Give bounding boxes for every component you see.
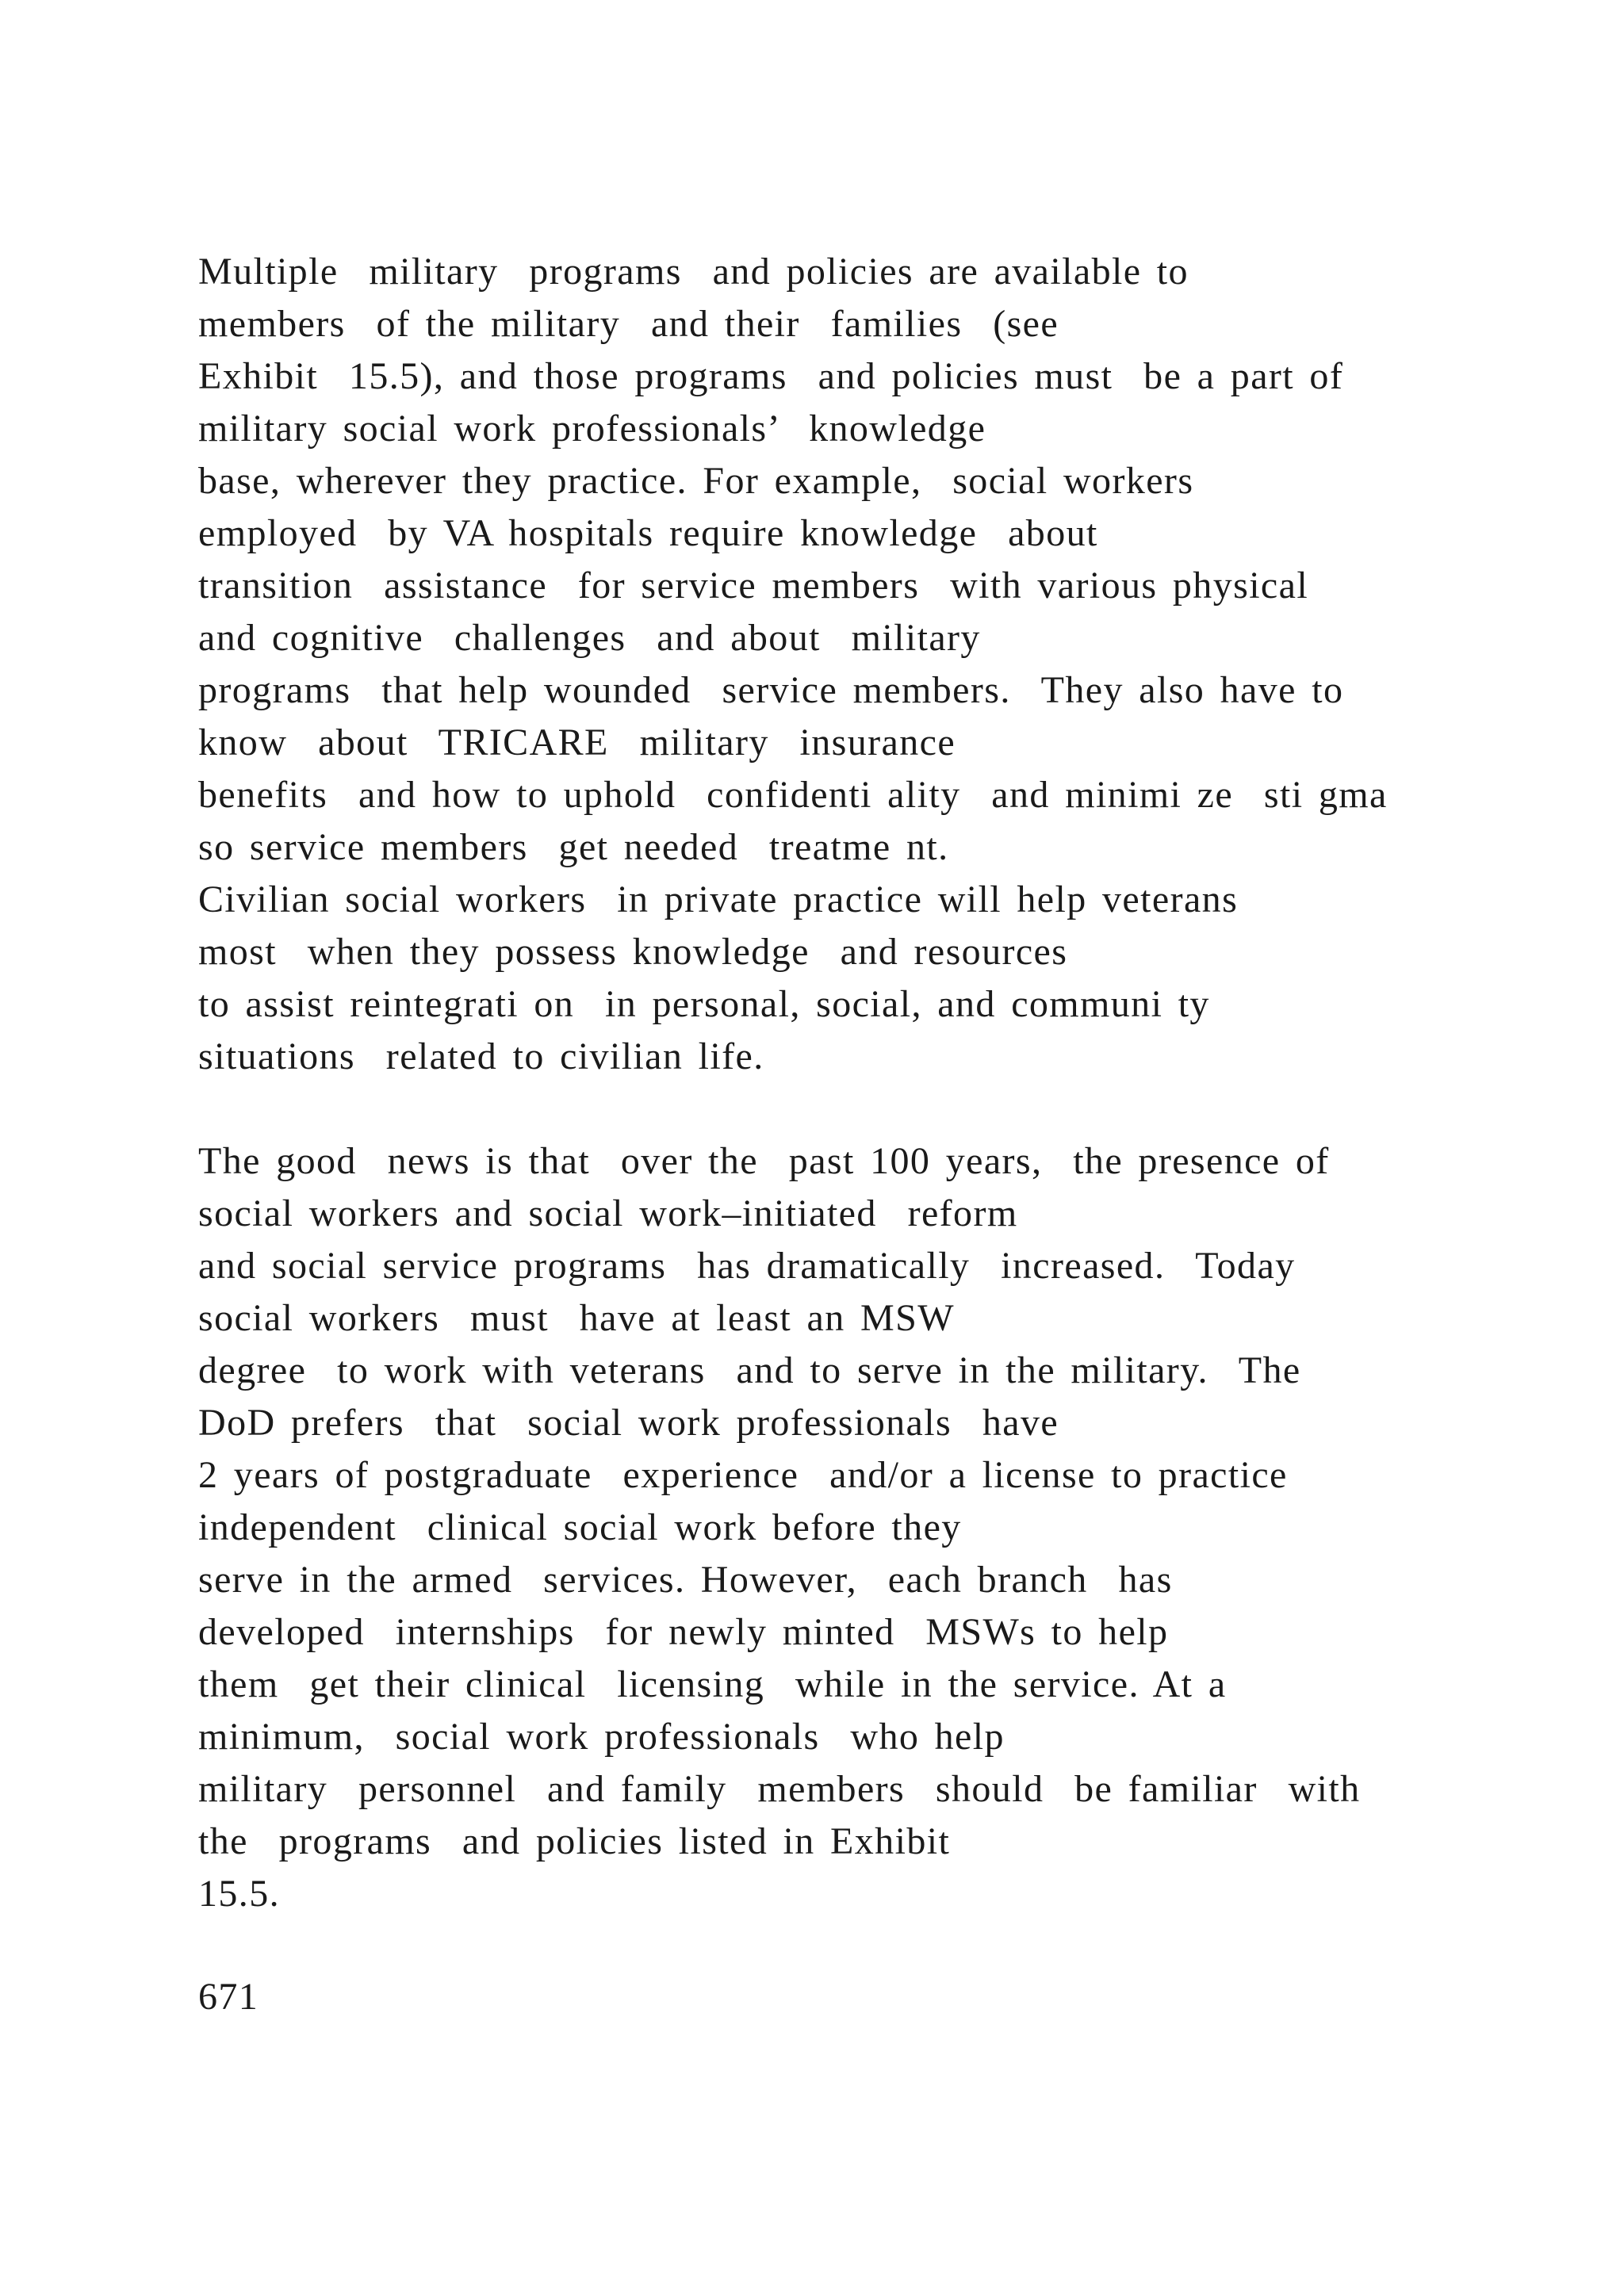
text-line: and social service programs has dramatically increased. Today — [198, 1245, 1296, 1287]
text-line: Civilian social workers in private practice will help veterans — [198, 878, 1239, 920]
text-line: members of the military and their families (see — [198, 303, 1059, 345]
text-line: minimum, social work professionals who help — [198, 1716, 1005, 1758]
text-line: employed by VA hospitals require knowledge about — [198, 512, 1098, 554]
text-line: programs that help wounded service members. They also have to — [198, 669, 1344, 711]
text-line: know about TRICARE military insurance — [198, 721, 956, 763]
text-line: most when they possess knowledge and resources — [198, 931, 1068, 973]
text-line: independent clinical social work before they — [198, 1506, 962, 1548]
text-line: the programs and policies listed in Exhibit — [198, 1820, 951, 1862]
text-line: social workers must have at least an MSW — [198, 1297, 955, 1339]
text-line: military personnel and family members should be familiar with — [198, 1768, 1361, 1810]
text-line: Multiple military programs and policies are available to — [198, 251, 1189, 293]
paragraph-2 — [198, 1135, 1546, 1920]
text-line: so service members get needed treatme nt. — [198, 826, 949, 868]
text-line: 15.5. — [198, 1873, 280, 1915]
page-number: 671 — [198, 1976, 259, 2018]
text-line: developed internships for newly minted MSWs to help — [198, 1611, 1169, 1653]
text-line: serve in the armed services. However, each branch has — [198, 1559, 1173, 1601]
text-line: Exhibit 15.5), and those programs and policies must be a part of — [198, 355, 1344, 397]
text-line: military social work professionals’ knowledge — [198, 408, 986, 450]
text-line: and cognitive challenges and about military — [198, 617, 981, 659]
text-line: them get their clinical licensing while in the service. At a — [198, 1663, 1227, 1705]
text-line: DoD prefers that social work professionals have — [198, 1402, 1059, 1444]
paragraph-1 — [198, 246, 1546, 1083]
paragraph-gap — [198, 1083, 1546, 1135]
text-line: benefits and how to uphold confidenti ality and minimi ze sti gma — [198, 774, 1388, 816]
text-line: situations related to civilian life. — [198, 1035, 764, 1077]
text-line: base, wherever they practice. For example, social workers — [198, 460, 1194, 502]
text-line: to assist reintegrati on in personal, social, and communi ty — [198, 983, 1210, 1025]
text-line: degree to work with veterans and to serve in the military. The — [198, 1349, 1301, 1391]
text-line: transition assistance for service members with various physical — [198, 564, 1309, 607]
text-line: 2 years of postgraduate experience and/or a license to practice — [198, 1454, 1288, 1496]
body-text — [198, 246, 1546, 1920]
text-line: The good news is that over the past 100 years, the presence of — [198, 1140, 1330, 1182]
text-line: social workers and social work–initiated reform — [198, 1192, 1018, 1234]
